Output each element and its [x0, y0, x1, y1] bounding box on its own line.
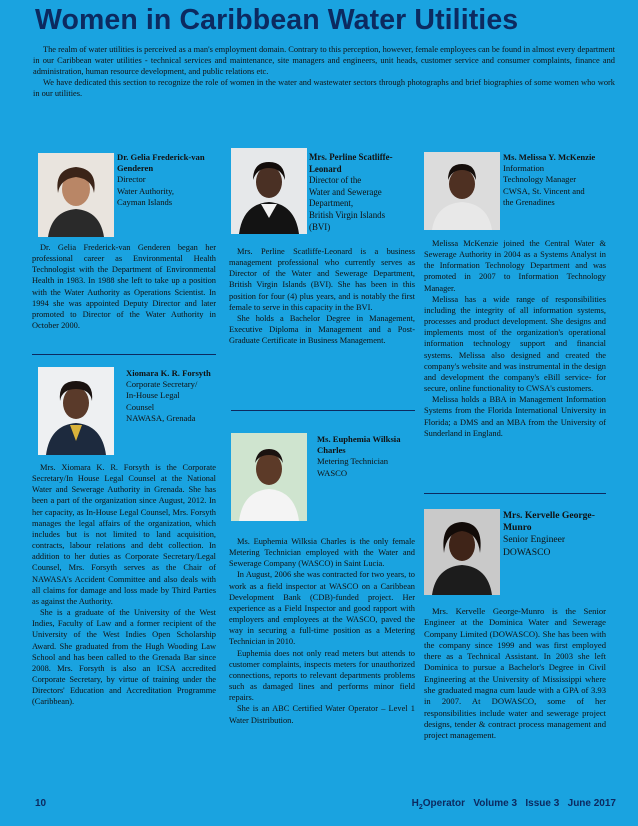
bio-paragraph: In August, 2006 she was contracted for two years, to work as a field inspector at WASCO on a Caribbean Development Bank (CDB)-funded project. Her experience as a Field Inspector and good rapport with employers and employees at the WASCO, paved the way in securing a full-time position as a Metering Technician in 2010.: [229, 570, 415, 647]
profile-role-line: NAWASA, Grenada: [126, 412, 196, 423]
profile-card-euphemia: [317, 434, 415, 479]
bio-euphemia: [229, 536, 415, 726]
profile-card-kervelle: [503, 510, 607, 559]
intro-text: [33, 44, 615, 99]
profile-role-line: Director: [117, 174, 146, 185]
profile-role-line: DOWASCO: [503, 546, 551, 558]
page-number: 10: [35, 798, 47, 809]
profile-card-xiomara: [126, 368, 218, 424]
profile-role-line: Metering Technician: [317, 456, 389, 467]
bio-paragraph: Mrs. Xiomara K. R. Forsyth is the Corporate Secretary/In House Legal Counsel at the National Water and Sewerage Authority in Grenada. She has been a part of the organization since August, 2012. In her capacity, as In-House Legal Counsel, Mrs. Forsyth manages the legal affairs of the organization, which includes but is not limited to land acquisition, contracts, labour relations and debt collection. In addition to her duties as Corporate Secretary/Legal Counsel, Mrs. Forsyth serves as the Chair of NAWASA's Accident Committee and also deals with all claims for damage and loss made by Third Parties as against the Authority.: [32, 463, 216, 606]
bio-paragraph: Melissa has a wide range of responsibilities including the integrity of all information systems, processes and product development. She designs and implements most of the organization's operational information technology support and financial systems. Melissa also designed and created the company's website and was instrumental in the design and development the company's eBill service- for secure, online functionality to CWSA's customers.: [424, 294, 606, 394]
bio-paragraph: Mrs. Kervelle George-Munro is the Senior Engineer at the Dominica Water and Sewerage Company Limited (DOWASCO). She has been with the company since 1999 and was first employed there as a Technical Assistant. In 2003 she left Dominica to pursue a Bachelor's Degree in Civil Engineering at the University of Mississippi where she graduated magna cum laude with a GPA of 3.93 in 2007. At DOWASCO, some of her responsibilities include water and sewerage project designs, tender & contract process management and project management.: [424, 606, 606, 741]
footer-issue-info: Operator Volume 3 Issue 3 June 2017: [422, 798, 616, 809]
profile-name: Xiomara K. R. Forsyth: [126, 368, 211, 378]
page-title: Women in Caribbean Water Utilities: [35, 4, 519, 36]
profile-role-line: In-House Legal: [126, 390, 180, 401]
bio-perline: [229, 246, 415, 346]
bio-paragraph: She holds a Bachelor Degree in Management, Executive Diploma in Management and a Post-Graduate Certificate in Business Management.: [229, 313, 415, 346]
divider: [424, 493, 606, 494]
bio-paragraph: Ms. Euphemia Wilksia Charles is the only female Metering Technician employed with the Water and Sewerage Company (WASCO) in Saint Lucia.: [229, 537, 415, 569]
profile-name: Ms. Euphemia Wilksia Charles: [317, 434, 401, 456]
footer-h: H: [411, 798, 419, 809]
photo-melissa: [424, 152, 500, 230]
photo-perline: [231, 148, 307, 234]
bio-paragraph: Dr. Gelia Frederick-van Genderen began her professional career as Environmental Health Technologist with the Department of Environmental Health in 1983. In 1988 she left to take up a position with the Water Authority as Operations Scientist. In 1994 she was appointed Deputy Director and later promoted to Director of the Water Authority in October 2000.: [32, 243, 216, 331]
bio-paragraph: Melissa McKenzie joined the Central Water & Sewerage Authority in 2004 as a Systems Analyst in the Information Technology Department and was promoted in 2007 to Information Technology Manager.: [424, 239, 606, 293]
profile-name: Mrs. Perline Scatliffe-Leonard: [309, 152, 393, 174]
photo-kervelle: [424, 509, 500, 595]
profile-name: Ms. Melissa Y. McKenzie: [503, 152, 596, 162]
profile-role-line: Director of the: [309, 175, 362, 186]
profile-role-line: CWSA, St. Vincent and: [503, 185, 585, 196]
bio-xiomara: [32, 462, 216, 707]
bio-kervelle: [424, 606, 606, 742]
bio-paragraph: Euphemia does not only read meters but attends to customer complaints, inspects meters for unauthorized connections, reports to relevant departments problems such as damaged lines and performs minor field repairs.: [229, 648, 415, 703]
profile-role-line: Water Authority,: [117, 185, 174, 196]
photo-euphemia: [231, 433, 307, 521]
profile-name: Dr. Gelia Frederick-van Genderen: [117, 152, 205, 174]
footer-h-subscript: 2: [418, 804, 423, 811]
intro-paragraph: The realm of water utilities is perceived as a man's employment domain. Contrary to this perception, however, female employees can be found in almost every department in our Caribbean water utilities - technical services and maintenance, site managers and engineers, unit heads, customer service and consumer complaints, finance and administration, human resource development, and public relations etc.: [33, 45, 615, 76]
divider: [32, 354, 216, 355]
bio-paragraph: She is an ABC Certified Water Operator – Level 1 Water Distribution.: [229, 704, 415, 725]
profile-role-line: British Virgin Islands: [309, 209, 386, 220]
profile-role-line: WASCO: [317, 467, 348, 478]
profile-card-perline: [309, 152, 414, 233]
profile-role-line: Cayman Islands: [117, 196, 173, 207]
profile-role-line: Counsel: [126, 401, 155, 412]
profile-role-line: Corporate Secretary/: [126, 379, 198, 390]
profile-role-line: Department,: [309, 198, 354, 209]
divider: [231, 410, 415, 411]
profile-role-line: Technology Manager: [503, 174, 577, 185]
profile-name: Mrs. Kervelle George-Munro: [503, 510, 595, 534]
profile-role-line: Senior Engineer: [503, 534, 566, 546]
profile-role-line: the Grenadines: [503, 196, 555, 207]
profile-role-line: Water and Sewerage: [309, 186, 382, 197]
intro-paragraph: We have dedicated this section to recognize the role of women in the water and wastewater sectors through photographs and brief biographies of some women who work in our utilities.: [33, 78, 615, 98]
bio-paragraph: Mrs. Perline Scatliffe-Leonard is a business management professional who currently serves as Director of the Water and Sewerage Department, British Virgin Islands (BVI). She has been in this position for four (4) plus years, and is notably the first female to serve in this capacity in the BVI.: [229, 247, 415, 312]
footer-publication: [412, 798, 616, 811]
profile-card-gelia: [117, 152, 215, 208]
bio-gelia: [32, 242, 216, 331]
profile-role-line: (BVI): [309, 221, 331, 232]
profile-role-line: Information: [503, 163, 545, 174]
photo-gelia: [38, 153, 114, 237]
photo-xiomara: [38, 367, 114, 455]
profile-card-melissa: [503, 152, 605, 208]
bio-paragraph: Melissa holds a BBA in Management Information Systems from the Florida International University in Florida; a DMS and an MBA from the University of Sunderland in England.: [424, 395, 606, 438]
bio-melissa: [424, 238, 606, 439]
bio-paragraph: She is a graduate of the University of the West Indies, Faculty of Law and a former recipient of the University of the West Indies Open Scholarship Award. She graduated from the Hugh Wooding Law School and has been called to the Grenada Bar since 2008. Mrs. Forsyth is also an ICSA accredited Corporate Secretary, by virtue of training under the Directors' Education and Accreditation Programme (Caribbean).: [32, 608, 216, 707]
